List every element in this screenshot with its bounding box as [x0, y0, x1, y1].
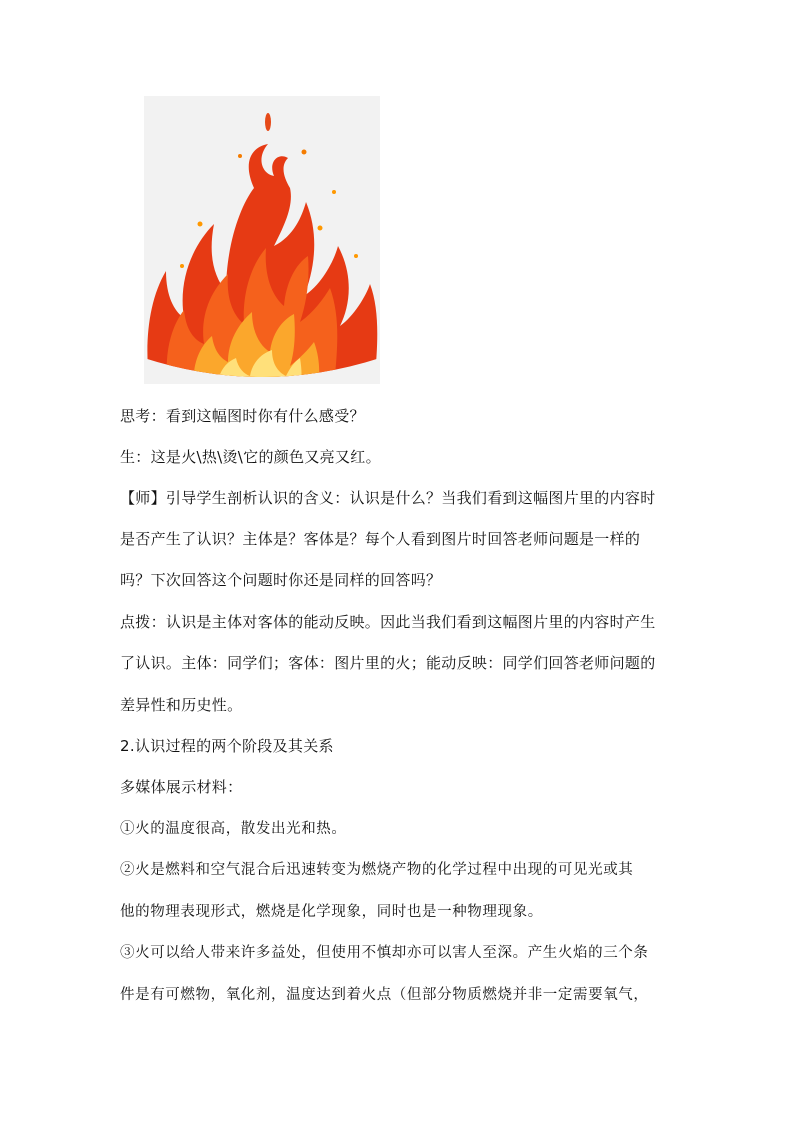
text-line: 了认识。主体：同学们；客体：图片里的火；能动反映：同学们回答老师问题的: [120, 654, 656, 672]
fire-flame-icon: [144, 96, 380, 384]
section-heading: 2.认识过程的两个阶段及其关系: [120, 737, 334, 755]
material-item: ②火是燃料和空气混合后迅速转变为燃烧产物的化学过程中出现的可见光或其: [120, 862, 634, 878]
text-line: 生：这是火\热\烫\它的颜色又亮又红。: [120, 448, 381, 466]
text-line: 差异性和历史性。: [120, 696, 243, 714]
text-line: 吗？下次回答这个问题时你还是同样的回答吗？: [120, 571, 442, 589]
material-item: 他的物理表现形式，燃烧是化学现象，同时也是一种物理现象。: [120, 904, 543, 920]
text-line: 多媒体展示材料：: [120, 778, 243, 796]
text-line: 是否产生了认识？主体是？客体是？每个人看到图片时回答老师问题是一样的: [120, 530, 641, 548]
text-line: 思考：看到这幅图时你有什么感受？: [120, 407, 365, 425]
fire-illustration: [144, 96, 380, 384]
material-item: ③火可以给人带来许多益处，但使用不慎却亦可以害人至深。产生火焰的三个条: [120, 945, 649, 961]
text-line: 点拨：认识是主体对客体的能动反映。因此当我们看到这幅图片里的内容时产生: [120, 613, 656, 631]
material-item: 件是有可燃物，氧化剂，温度达到着火点（但部分物质燃烧并非一定需要氧气，: [120, 987, 649, 1003]
text-line: 【师】引导学生剖析认识的含义：认识是什么？当我们看到这幅图片里的内容时: [120, 489, 656, 507]
material-item: ①火的温度很高，散发出光和热。: [120, 821, 347, 837]
